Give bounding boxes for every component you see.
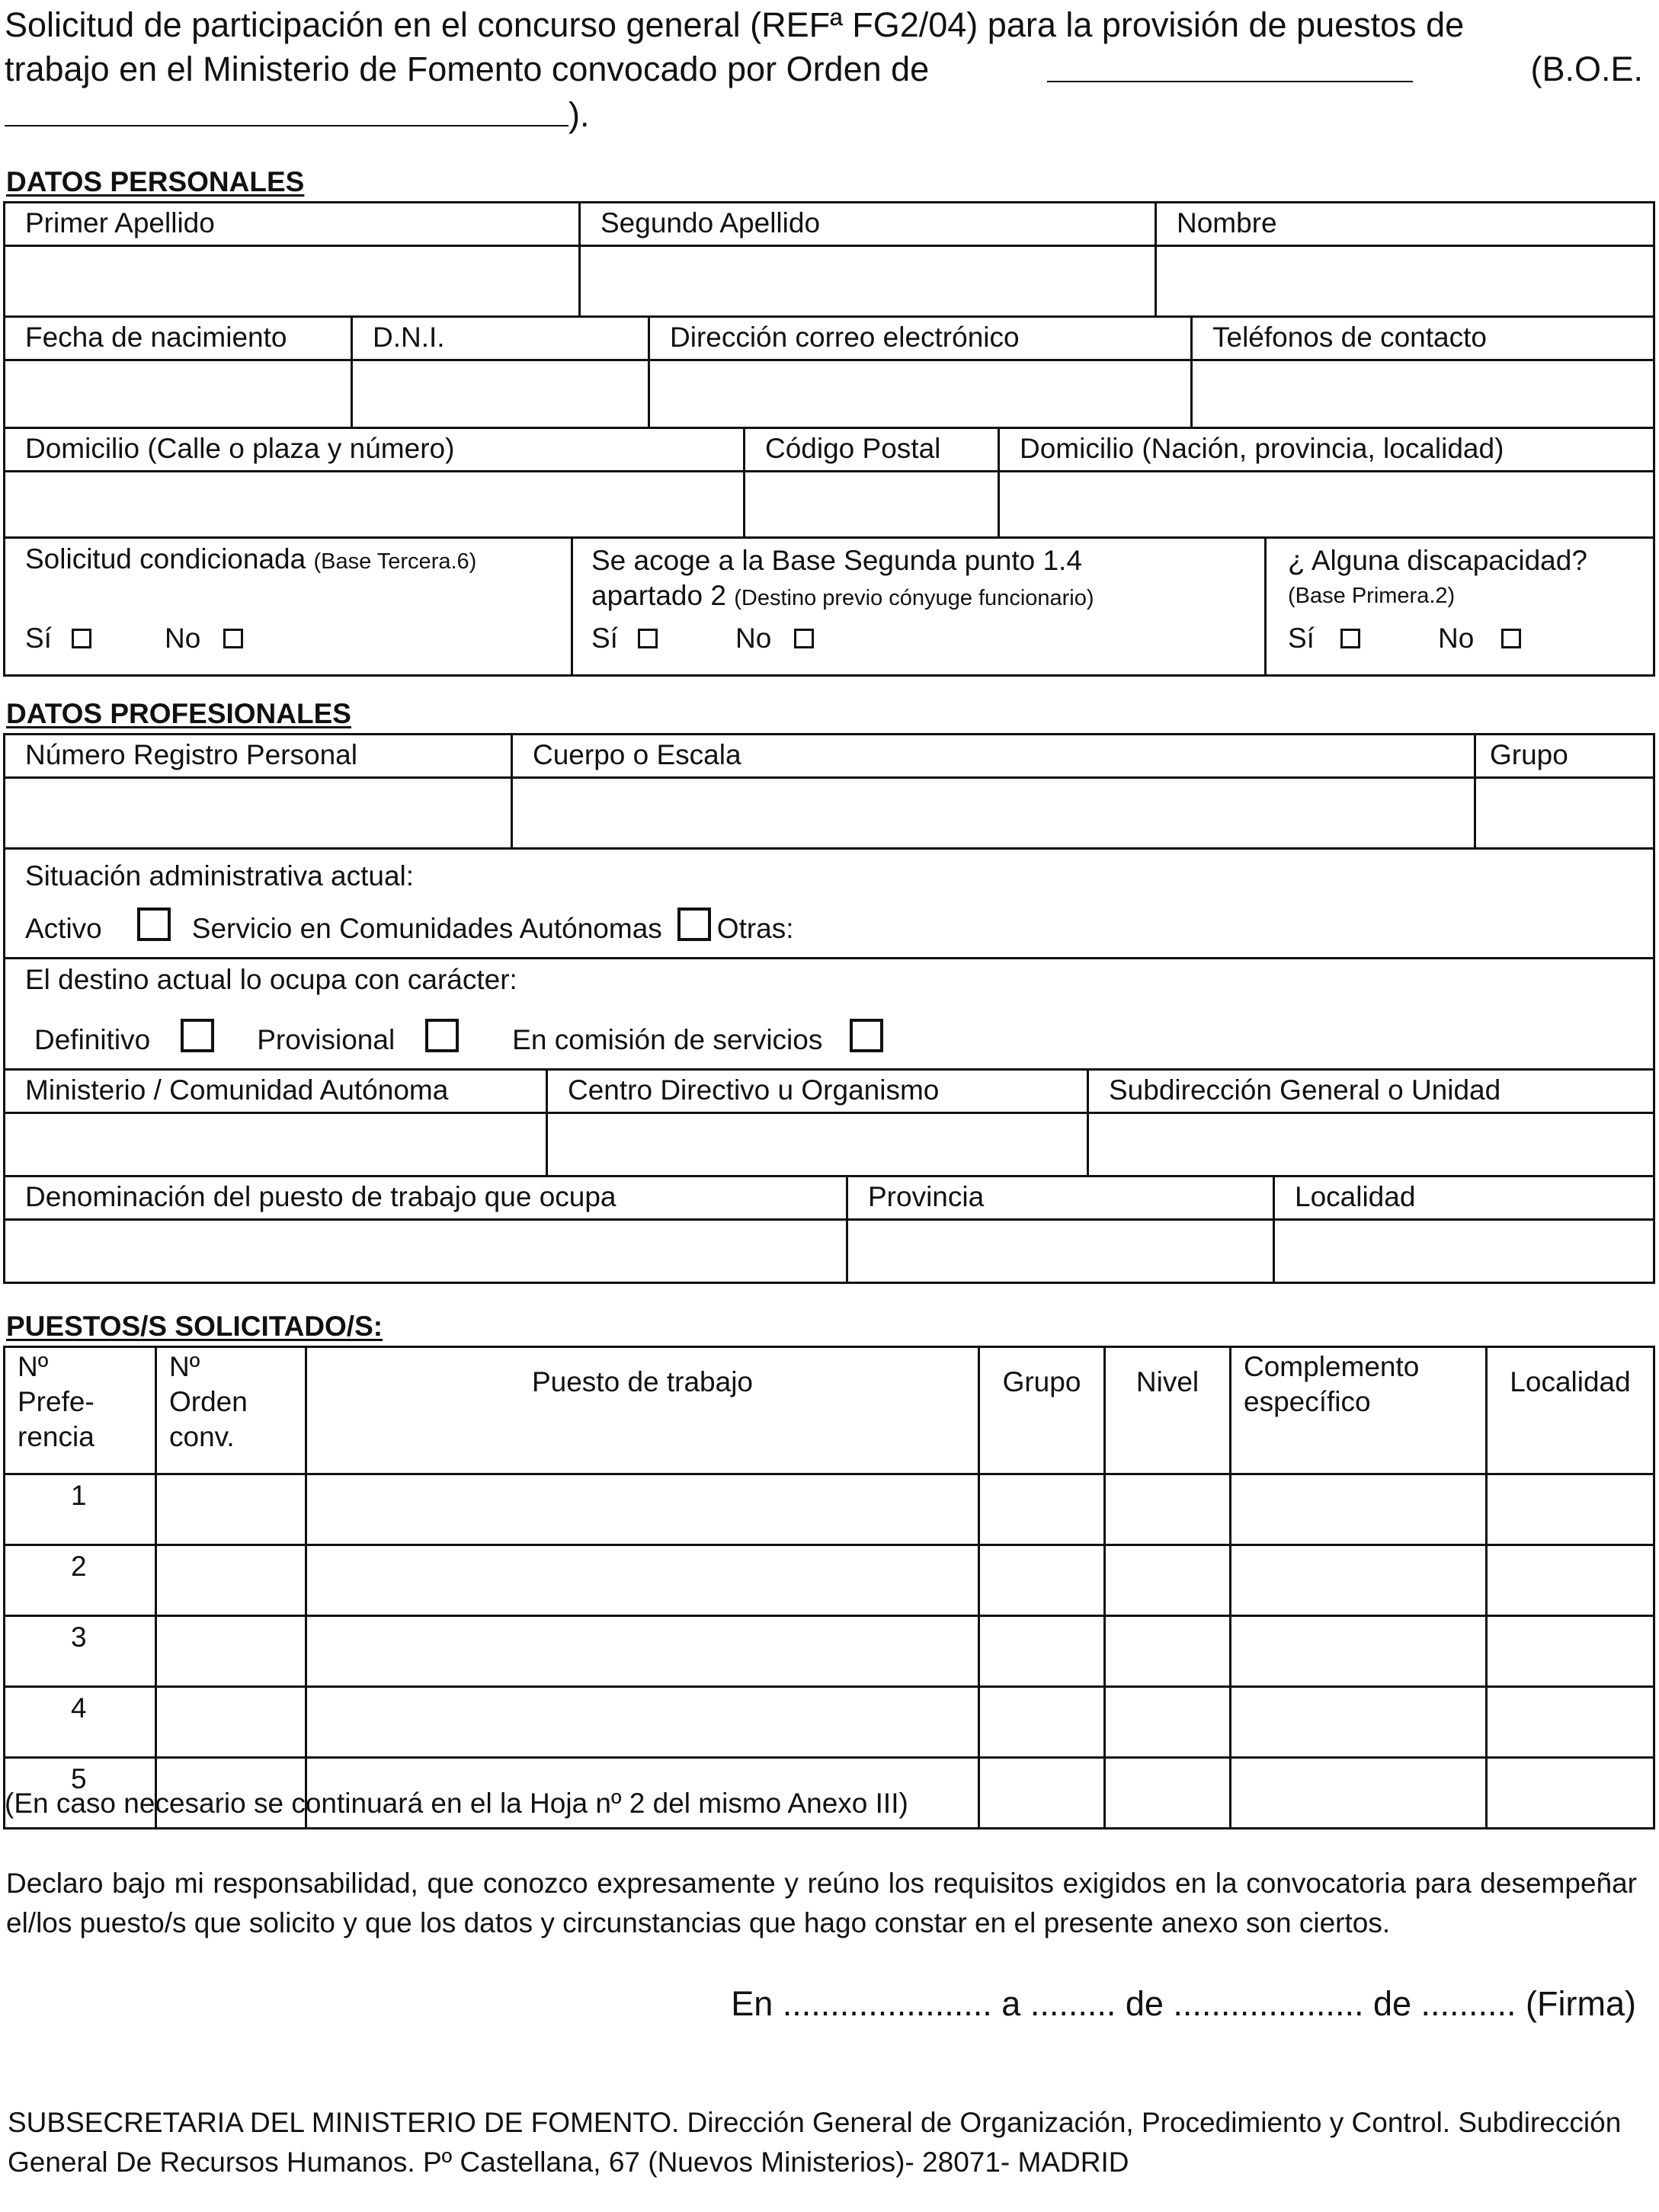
row-number: 5	[5, 1758, 156, 1829]
grupo-cell[interactable]	[979, 1758, 1105, 1829]
nombre-label: Nombre	[1177, 207, 1277, 238]
col-localidad: Localidad	[1487, 1347, 1654, 1474]
primer-apellido-label: Primer Apellido	[25, 207, 215, 238]
comision-checkbox[interactable]	[850, 1019, 883, 1052]
acoge-cell	[573, 539, 1267, 674]
acoge-si-checkbox[interactable]	[638, 629, 658, 648]
orden-blank[interactable]	[1047, 47, 1413, 82]
grupo-cell	[1476, 735, 1653, 776]
intro-line-2-boe: (B.O.E.	[1530, 50, 1643, 88]
telefonos-label: Teléfonos de contacto	[1212, 322, 1487, 353]
telefonos-field[interactable]	[1193, 361, 1653, 427]
servicio-ccaa-label: Servicio en Comunidades Autónomas	[191, 913, 662, 944]
nivel-cell[interactable]	[1105, 1474, 1231, 1545]
localidad-field[interactable]	[1275, 1221, 1653, 1282]
row-ministerio	[5, 1071, 1653, 1114]
definitivo-checkbox[interactable]	[181, 1019, 214, 1052]
col-puesto: Puesto de trabajo	[306, 1347, 979, 1474]
ministerio-field[interactable]	[5, 1114, 548, 1175]
intro-line-1: Solicitud de participación en el concurso general (REFª FG2/04) para la provisión de puestos de	[5, 5, 1465, 44]
denominacion-field[interactable]	[5, 1221, 848, 1282]
row-denominacion	[5, 1177, 1653, 1221]
condicionada-ref: (Base Tercera.6)	[313, 549, 477, 574]
puesto-cell[interactable]	[306, 1474, 979, 1545]
intro-line-3	[5, 91, 1643, 137]
condicionada-si-label: Sí	[25, 623, 52, 654]
table-row	[5, 1474, 1654, 1545]
discapacidad-label: ¿ Alguna discapacidad?	[1288, 545, 1587, 576]
comision-label: En comisión de servicios	[512, 1024, 823, 1055]
definitivo-label: Definitivo	[34, 1024, 151, 1055]
acoge-no-checkbox[interactable]	[794, 629, 814, 648]
col-orden-2: Orden	[169, 1386, 248, 1417]
col-complemento-2: específico	[1244, 1386, 1371, 1417]
puestos-header-row	[5, 1347, 1654, 1474]
fecha-label: Fecha de nacimiento	[25, 322, 287, 353]
cuerpo-label: Cuerpo o Escala	[533, 739, 741, 770]
localidad-cell[interactable]	[1487, 1687, 1654, 1758]
row-number: 3	[5, 1616, 156, 1687]
centro-label: Centro Directivo u Organismo	[568, 1074, 940, 1106]
col-orden-3: conv.	[169, 1421, 235, 1452]
col-preferencia-1: Nº	[18, 1351, 49, 1382]
condicionada-cell	[5, 539, 573, 674]
cp-field[interactable]	[745, 472, 1000, 536]
grupo-label: Grupo	[1490, 739, 1568, 770]
table-row	[5, 1687, 1654, 1758]
nombre-field[interactable]	[1157, 247, 1653, 315]
complemento-cell[interactable]	[1231, 1687, 1487, 1758]
domicilio-calle-label: Domicilio (Calle o plaza y número)	[25, 433, 455, 464]
domicilio-nacion-field[interactable]	[1000, 472, 1653, 536]
grupo-cell[interactable]	[979, 1474, 1105, 1545]
cuerpo-field[interactable]	[513, 779, 1476, 847]
subdireccion-field[interactable]	[1089, 1114, 1653, 1175]
discapacidad-si-checkbox[interactable]	[1340, 629, 1360, 648]
condicionada-no-checkbox[interactable]	[223, 629, 243, 648]
condicionada-options	[25, 623, 571, 655]
orden-cell[interactable]	[156, 1545, 306, 1616]
heading-datos-personales: DATOS PERSONALES	[6, 166, 305, 197]
orden-cell[interactable]	[156, 1616, 306, 1687]
complemento-cell[interactable]	[1231, 1474, 1487, 1545]
complemento-cell[interactable]	[1231, 1616, 1487, 1687]
grupo-cell[interactable]	[979, 1687, 1105, 1758]
intro-line-2-text: trabajo en el Ministerio de Fomento convocado por Orden de	[5, 50, 930, 88]
discapacidad-no-label: No	[1437, 623, 1475, 654]
email-field[interactable]	[650, 361, 1193, 427]
cp-cell	[745, 429, 1000, 470]
nivel-cell[interactable]	[1105, 1687, 1231, 1758]
col-preferencia-2: Prefe-	[18, 1386, 94, 1417]
row-options	[5, 539, 1653, 674]
acoge-no-label: No	[735, 623, 772, 654]
heading-datos-profesionales: DATOS PROFESIONALES	[6, 698, 351, 729]
acoge-options	[591, 623, 1264, 655]
denominacion-label: Denominación del puesto de trabajo que ocupa	[25, 1181, 617, 1212]
localidad-cell[interactable]	[1487, 1758, 1654, 1829]
nrp-field[interactable]	[5, 779, 513, 847]
professional-data-box	[3, 733, 1655, 1284]
provisional-label: Provisional	[257, 1024, 396, 1055]
col-preferencia-3: rencia	[18, 1421, 94, 1452]
cuerpo-cell	[513, 735, 1476, 776]
complemento-cell[interactable]	[1231, 1545, 1487, 1616]
situacion-options	[25, 908, 1653, 945]
segundo-apellido-field[interactable]	[581, 247, 1157, 315]
localidad-label: Localidad	[1295, 1181, 1416, 1212]
email-label: Dirección correo electrónico	[670, 322, 1020, 353]
primer-apellido-cell	[5, 203, 581, 245]
puesto-cell[interactable]	[306, 1616, 979, 1687]
condicionada-text	[25, 543, 571, 623]
denominacion-cell	[5, 1177, 848, 1218]
col-nivel: Nivel	[1105, 1347, 1231, 1474]
col-orden-1: Nº	[169, 1351, 200, 1382]
centro-field[interactable]	[548, 1114, 1089, 1175]
discapacidad-ref: (Base Primera.2)	[1288, 584, 1456, 608]
intro-line-2	[5, 47, 1643, 91]
col-complemento	[1231, 1347, 1487, 1474]
telefonos-cell	[1193, 318, 1653, 359]
provincia-label: Provincia	[868, 1181, 985, 1212]
row-denominacion-inputs	[5, 1221, 1653, 1282]
orden-cell[interactable]	[156, 1687, 306, 1758]
signature-line: En ...................... a ......... de .................... de .......... (Firma)	[731, 1984, 1636, 2023]
discapacidad-no-checkbox[interactable]	[1501, 629, 1521, 648]
domicilio-calle-cell	[5, 429, 745, 470]
col-orden	[156, 1347, 306, 1474]
grupo-cell[interactable]	[979, 1616, 1105, 1687]
puestos-table	[3, 1346, 1655, 1829]
activo-label: Activo	[25, 913, 102, 944]
provincia-cell	[848, 1177, 1275, 1218]
dni-cell	[353, 318, 650, 359]
continuation-note: (En caso necesario se continuará en el la Hoja nº 2 del mismo Anexo III)	[5, 1788, 908, 1819]
grupo-cell[interactable]	[979, 1545, 1105, 1616]
nombre-cell	[1157, 203, 1653, 245]
row-destino	[5, 959, 1653, 1071]
boe-blank[interactable]	[5, 91, 568, 126]
dni-field[interactable]	[353, 361, 650, 427]
intro-line-3-close: ).	[568, 95, 590, 134]
discapacidad-text	[1288, 543, 1653, 623]
discapacidad-options	[1288, 623, 1653, 655]
nrp-label: Número Registro Personal	[25, 739, 357, 770]
condicionada-no-label: No	[164, 623, 201, 654]
row-number: 2	[5, 1545, 156, 1616]
localidad-cell[interactable]	[1487, 1545, 1654, 1616]
personal-data-box	[3, 201, 1655, 677]
puesto-cell[interactable]	[306, 1687, 979, 1758]
dni-label: D.N.I.	[373, 322, 445, 353]
servicio-ccaa-checkbox[interactable]	[677, 908, 711, 941]
destino-cell	[5, 959, 1653, 1068]
row-contact	[5, 318, 1653, 361]
acoge-si-label: Sí	[591, 623, 618, 654]
condicionada-label: Solicitud condicionada	[25, 543, 306, 575]
discapacidad-cell	[1267, 539, 1653, 674]
subdireccion-label: Subdirección General o Unidad	[1109, 1074, 1501, 1106]
email-cell	[650, 318, 1193, 359]
row-situacion	[5, 850, 1653, 959]
situacion-label: Situación administrativa actual:	[25, 860, 415, 892]
col-complemento-1: Complemento	[1244, 1351, 1420, 1382]
segundo-apellido-cell	[581, 203, 1157, 245]
row-names-inputs	[5, 247, 1653, 318]
fecha-field[interactable]	[5, 361, 353, 427]
row-number: 1	[5, 1474, 156, 1545]
row-ministerio-inputs	[5, 1114, 1653, 1177]
nivel-cell[interactable]	[1105, 1616, 1231, 1687]
row-names	[5, 203, 1653, 247]
row-contact-inputs	[5, 361, 1653, 429]
puesto-cell[interactable]	[306, 1545, 979, 1616]
table-row	[5, 1616, 1654, 1687]
row-nrp-inputs	[5, 779, 1653, 850]
provisional-checkbox[interactable]	[425, 1019, 459, 1052]
domicilio-calle-field[interactable]	[5, 472, 745, 536]
otras-label: Otras:	[716, 913, 794, 944]
centro-cell	[548, 1071, 1089, 1112]
complemento-cell[interactable]	[1231, 1758, 1487, 1829]
grupo-field[interactable]	[1476, 779, 1653, 847]
condicionada-si-checkbox[interactable]	[72, 629, 91, 648]
row-domicilio-inputs	[5, 472, 1653, 539]
localidad-cell[interactable]	[1487, 1616, 1654, 1687]
primer-apellido-field[interactable]	[5, 247, 581, 315]
provincia-field[interactable]	[848, 1221, 1275, 1282]
activo-checkbox[interactable]	[137, 908, 171, 941]
ministerio-cell	[5, 1071, 548, 1112]
col-preferencia	[5, 1347, 156, 1474]
col-grupo: Grupo	[979, 1347, 1105, 1474]
row-nrp	[5, 735, 1653, 779]
destino-options	[25, 1019, 1653, 1056]
subdireccion-cell	[1089, 1071, 1653, 1112]
fecha-cell	[5, 318, 353, 359]
nrp-cell	[5, 735, 513, 776]
intro-text	[5, 3, 1643, 137]
domicilio-nacion-cell	[1000, 429, 1653, 470]
cp-label: Código Postal	[765, 433, 941, 464]
nivel-cell[interactable]	[1105, 1758, 1231, 1829]
localidad-cell[interactable]	[1487, 1474, 1654, 1545]
discapacidad-si-label: Sí	[1288, 623, 1315, 654]
acoge-label-1: Se acoge a la Base Segunda punto 1.4	[591, 545, 1082, 576]
localidad-cell	[1275, 1177, 1653, 1218]
orden-cell[interactable]	[156, 1474, 306, 1545]
destino-label: El destino actual lo ocupa con carácter:	[25, 964, 517, 995]
ministerio-label: Ministerio / Comunidad Autónoma	[25, 1074, 449, 1106]
acoge-text	[591, 543, 1264, 623]
heading-puestos: PUESTOS/S SOLICITADO/S:	[6, 1311, 383, 1342]
table-row	[5, 1545, 1654, 1616]
row-number: 4	[5, 1687, 156, 1758]
declaration-text: Declaro bajo mi responsabilidad, que conozco expresamente y reúno los requisitos exigidos en la convocatoria para desempeñar el/los puesto/s que solicito y que los datos y circunstancias que hago constar en el presente anexo son ciertos.	[6, 1868, 1637, 1938]
situacion-cell	[5, 850, 1653, 957]
nivel-cell[interactable]	[1105, 1545, 1231, 1616]
acoge-ref: (Destino previo cónyuge funcionario)	[734, 586, 1094, 610]
footer-address: SUBSECRETARIA DEL MINISTERIO DE FOMENTO. Dirección General de Organización, Procedimiento y Control. Subdirección General De Recursos Humanos. Pº Castellana, 67 (Nuevos Ministerios)- 28071- MADRID	[8, 2107, 1622, 2178]
acoge-line-2	[591, 578, 1264, 616]
segundo-apellido-label: Segundo Apellido	[601, 207, 821, 238]
domicilio-nacion-label: Domicilio (Nación, provincia, localidad)	[1020, 433, 1504, 464]
row-domicilio	[5, 429, 1653, 472]
acoge-label-2: apartado 2	[591, 580, 726, 611]
